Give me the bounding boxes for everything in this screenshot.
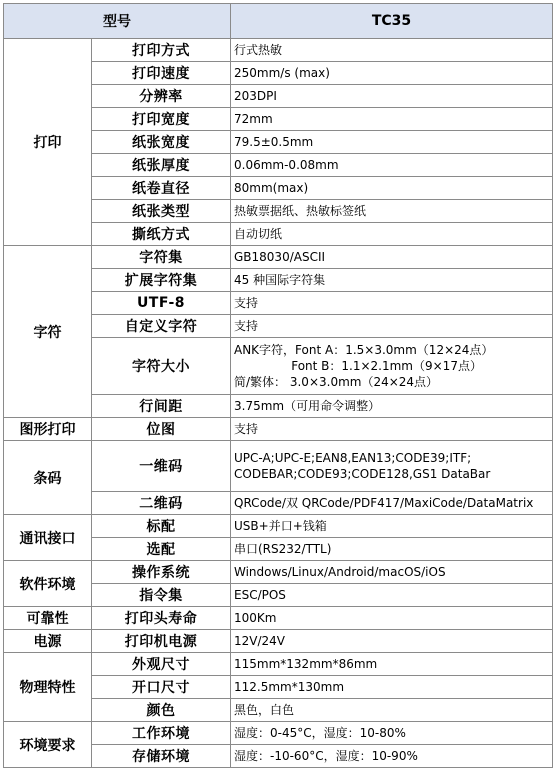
value-color: 黑色，白色 xyxy=(231,699,553,722)
attr-barcode-1d: 一维码 xyxy=(92,441,231,492)
value-paper-type: 热敏票据纸、热敏标签纸 xyxy=(231,200,553,223)
value-char-size xyxy=(231,338,553,395)
attr-cut-method: 撕纸方式 xyxy=(92,223,231,246)
attr-roll-diameter: 纸卷直径 xyxy=(92,177,231,200)
char-size-line-2: Font B：1.1×2.1mm（9×17点） xyxy=(234,358,482,373)
value-command-set: ESC/POS xyxy=(231,584,553,607)
attr-storage-env: 存储环境 xyxy=(92,745,231,768)
group-chars: 字符 xyxy=(4,246,92,418)
char-size-line-3: 简/繁体： 3.0×3.0mm（24×24点） xyxy=(234,375,439,390)
table-row xyxy=(4,561,553,584)
attr-paper-thickness: 纸张厚度 xyxy=(92,154,231,177)
spec-table xyxy=(3,3,553,768)
attr-paper-width: 纸张宽度 xyxy=(92,131,231,154)
group-print: 打印 xyxy=(4,39,92,246)
attr-line-spacing: 行间距 xyxy=(92,395,231,418)
table-row xyxy=(4,653,553,676)
model-label: 型号 xyxy=(4,4,231,39)
value-barcode-2d: QRCode/双 QRCode/PDF417/MaxiCode/DataMatrix xyxy=(231,492,553,515)
value-dimensions: 115mm*132mm*86mm xyxy=(231,653,553,676)
attr-head-life: 打印头寿命 xyxy=(92,607,231,630)
attr-printer-power: 打印机电源 xyxy=(92,630,231,653)
value-line-spacing: 3.75mm（可用命令调整） xyxy=(231,395,553,418)
attr-resolution: 分辨率 xyxy=(92,85,231,108)
attr-paper-type: 纸张类型 xyxy=(92,200,231,223)
table-row xyxy=(4,246,553,269)
attr-opening: 开口尺寸 xyxy=(92,676,231,699)
attr-charset: 字符集 xyxy=(92,246,231,269)
table-row xyxy=(4,607,553,630)
table-row xyxy=(4,630,553,653)
attr-color: 颜色 xyxy=(92,699,231,722)
value-print-speed: 250mm/s (max) xyxy=(231,62,553,85)
table-row xyxy=(4,722,553,745)
model-value: TC35 xyxy=(231,4,553,39)
attr-bitmap: 位图 xyxy=(92,418,231,441)
value-paper-thickness: 0.06mm-0.08mm xyxy=(231,154,553,177)
table-row xyxy=(4,418,553,441)
value-print-method: 行式热敏 xyxy=(231,39,553,62)
attr-print-width: 打印宽度 xyxy=(92,108,231,131)
group-power: 电源 xyxy=(4,630,92,653)
value-print-width: 72mm xyxy=(231,108,553,131)
group-reliability: 可靠性 xyxy=(4,607,92,630)
attr-barcode-2d: 二维码 xyxy=(92,492,231,515)
attr-dimensions: 外观尺寸 xyxy=(92,653,231,676)
value-ext-charset: 45 种国际字符集 xyxy=(231,269,553,292)
attr-optional-port: 选配 xyxy=(92,538,231,561)
value-roll-diameter: 80mm(max) xyxy=(231,177,553,200)
attr-operating-env: 工作环境 xyxy=(92,722,231,745)
value-optional-port: 串口(RS232/TTL) xyxy=(231,538,553,561)
group-graphic: 图形打印 xyxy=(4,418,92,441)
barcode-1d-line-1: UPC-A;UPC-E;EAN8,EAN13;CODE39;ITF; xyxy=(234,450,472,465)
attr-utf8: UTF-8 xyxy=(92,292,231,315)
value-printer-power: 12V/24V xyxy=(231,630,553,653)
value-custom-chars: 支持 xyxy=(231,315,553,338)
group-physical: 物理特性 xyxy=(4,653,92,722)
value-barcode-1d xyxy=(231,441,553,492)
table-header-row xyxy=(4,4,553,39)
attr-ext-charset: 扩展字符集 xyxy=(92,269,231,292)
group-barcode: 条码 xyxy=(4,441,92,515)
value-cut-method: 自动切纸 xyxy=(231,223,553,246)
attr-standard-port: 标配 xyxy=(92,515,231,538)
group-software: 软件环境 xyxy=(4,561,92,607)
barcode-1d-line-2: CODEBAR;CODE93;CODE128,GS1 DataBar xyxy=(234,467,491,481)
attr-command-set: 指令集 xyxy=(92,584,231,607)
attr-print-method: 打印方式 xyxy=(92,39,231,62)
attr-custom-chars: 自定义字符 xyxy=(92,315,231,338)
value-bitmap: 支持 xyxy=(231,418,553,441)
value-resolution: 203DPI xyxy=(231,85,553,108)
table-row xyxy=(4,441,553,492)
value-os: Windows/Linux/Android/macOS/iOS xyxy=(231,561,553,584)
group-env: 环境要求 xyxy=(4,722,92,768)
table-row xyxy=(4,515,553,538)
group-comm: 通讯接口 xyxy=(4,515,92,561)
value-standard-port: USB+并口+钱箱 xyxy=(231,515,553,538)
value-paper-width: 79.5±0.5mm xyxy=(231,131,553,154)
value-operating-env: 湿度：0-45°C，湿度：10-80% xyxy=(231,722,553,745)
value-opening: 112.5mm*130mm xyxy=(231,676,553,699)
value-storage-env: 湿度：-10-60°C，湿度：10-90% xyxy=(231,745,553,768)
attr-print-speed: 打印速度 xyxy=(92,62,231,85)
value-utf8: 支持 xyxy=(231,292,553,315)
attr-os: 操作系统 xyxy=(92,561,231,584)
table-row xyxy=(4,39,553,62)
value-charset: GB18030/ASCII xyxy=(231,246,553,269)
attr-char-size: 字符大小 xyxy=(92,338,231,395)
value-head-life: 100Km xyxy=(231,607,553,630)
char-size-line-1: ANK字符，Font A：1.5×3.0mm（12×24点） xyxy=(234,342,494,357)
